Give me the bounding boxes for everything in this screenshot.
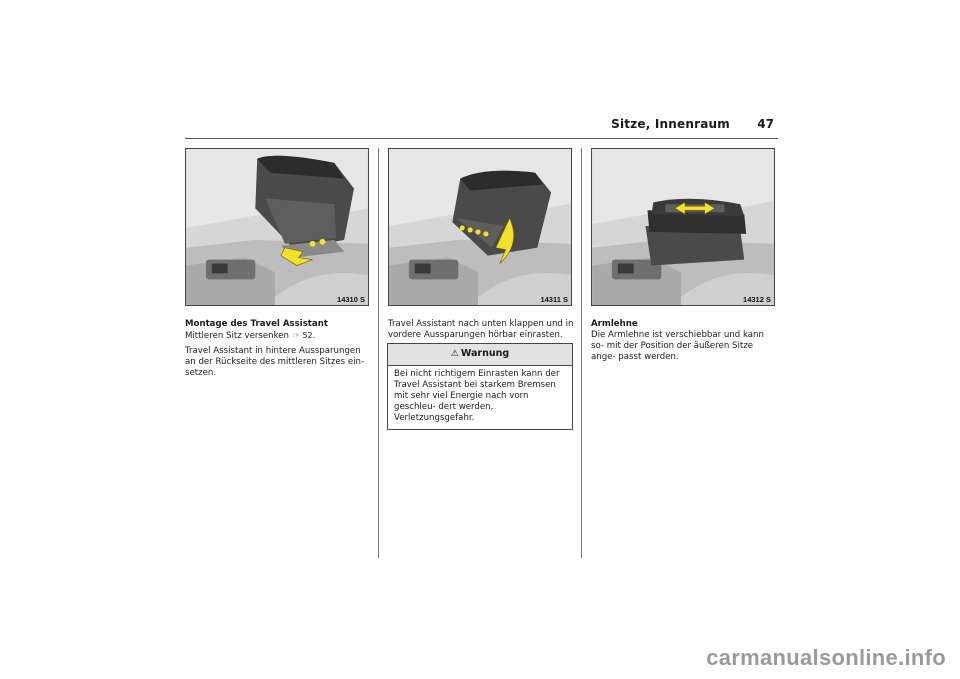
warning-body: Bei nicht richtigem Einrasten kann der Travel Assistant bei starkem Bremsen mit sehr viel Energie nach vorn geschleu- dert werden, Verletzungsgefahr.	[394, 369, 560, 423]
illustration-image	[592, 149, 774, 305]
column-1-text	[185, 319, 371, 383]
column-divider	[378, 148, 379, 558]
illustration-image	[389, 149, 571, 305]
heading-mounting: Montage des Travel Assistant	[185, 319, 328, 329]
figure-code: 14312 S	[743, 295, 771, 304]
warning-title	[388, 344, 572, 366]
page-header	[185, 112, 778, 139]
page-reference-icon: ☞ 52.	[292, 331, 316, 340]
heading-armrest: Armlehne	[591, 319, 638, 329]
illustration-image	[186, 149, 368, 305]
section-title: Sitze, Innenraum	[611, 117, 730, 131]
figure-code: 14311 S	[540, 295, 568, 304]
figure-code: 14310 S	[337, 295, 365, 304]
warning-title-text: Warnung	[460, 348, 510, 359]
instruction-insert: Travel Assistant in hintere Aussparungen an der Rückseite des mittleren Sitzes ein- setzen.	[185, 346, 365, 378]
figure-travel-assistant-mount	[185, 148, 369, 306]
column-2-text	[388, 319, 574, 345]
watermark-text: carmanualsonline.info	[706, 645, 946, 670]
warning-box	[387, 343, 573, 430]
column-divider	[581, 148, 582, 558]
page-number: 47	[757, 117, 774, 131]
armrest-description: Die Armlehne ist verschiebbar und kann so- mit der Position der äußeren Sitze ange- passt werden.	[591, 330, 764, 362]
figure-armrest	[591, 148, 775, 306]
instruction-fold-down: Travel Assistant nach unten klappen und in vordere Aussparungen hörbar einrasten.	[388, 319, 574, 340]
figure-travel-assistant-lock	[388, 148, 572, 306]
warning-triangle-icon: ⚠	[450, 349, 459, 359]
instruction-lower-seat: Mittleren Sitz versenken	[185, 331, 290, 341]
column-3-text	[591, 319, 777, 367]
